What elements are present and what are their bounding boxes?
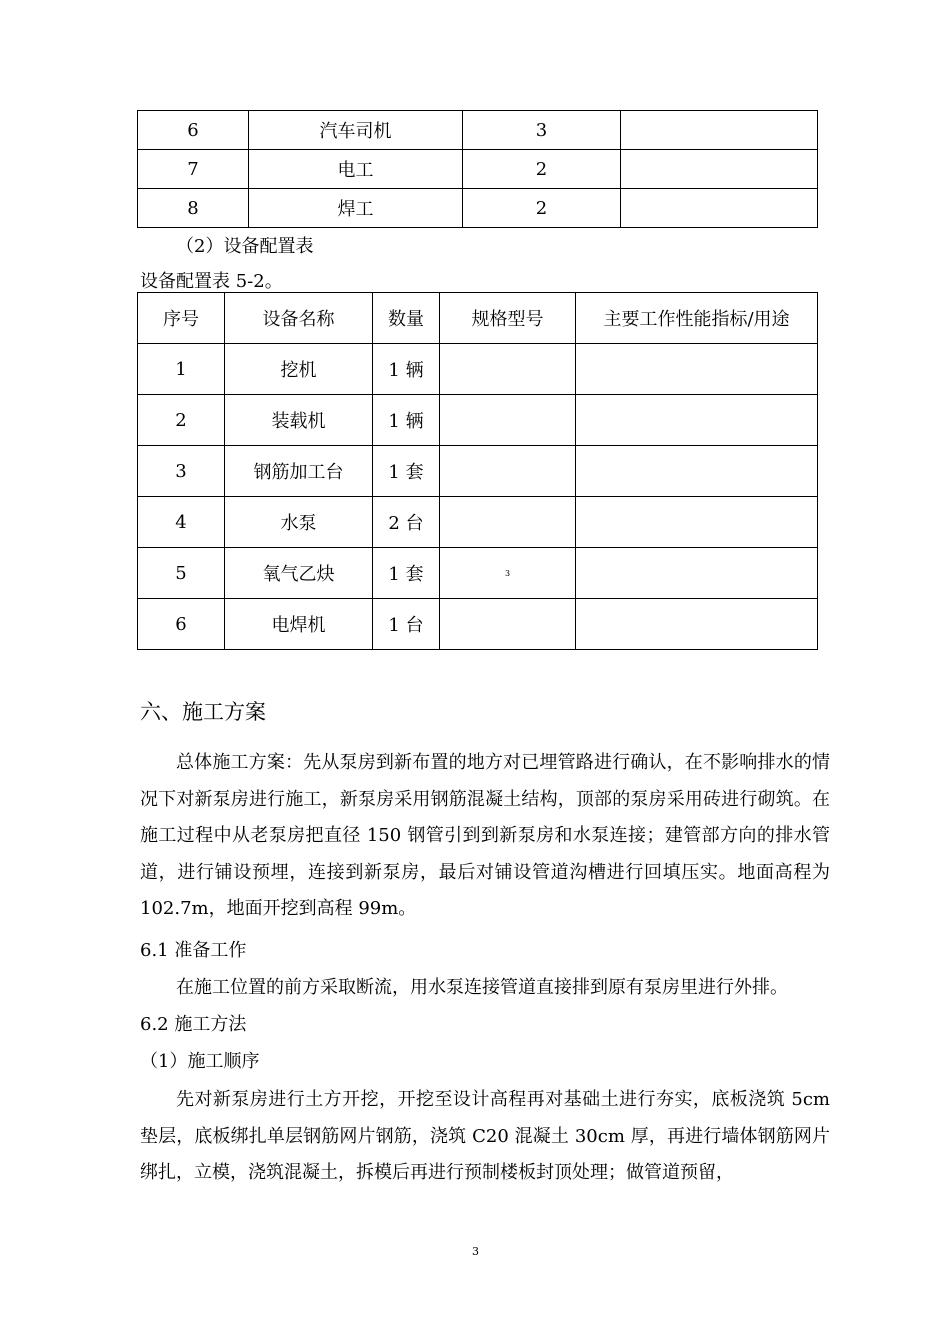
table-cell (621, 189, 818, 228)
equipment-table (137, 292, 818, 650)
table-cell: 6 (138, 599, 225, 650)
col-header: 序号 (138, 293, 225, 344)
table-cell: 1 套 (373, 446, 440, 497)
table-cell: 电焊机 (225, 599, 373, 650)
table-cell: 1 台 (373, 599, 440, 650)
table-row (138, 344, 818, 395)
section-title: 六、施工方案 (140, 700, 266, 724)
col-header: 设备名称 (225, 293, 373, 344)
table-cell: 3 (440, 548, 576, 599)
paragraph: 先对新泵房进行土方开挖，开挖至设计高程再对基础土进行夯实，底板浇筑 5cm 垫层，底板绑扎单层钢筋网片钢筋，浇筑 C20 混凝土 30cm 厚，再进行墙体钢筋网片绑扎，立模，浇筑混凝土，拆模后再进行预制楼板封顶处理；做管道预留， (140, 1089, 830, 1183)
page-number: 3 (472, 1245, 479, 1258)
table-cell: 氧气乙炔 (225, 548, 373, 599)
table-cell (440, 344, 576, 395)
table-row (138, 111, 818, 150)
table-cell: 2 台 (373, 497, 440, 548)
table-header-row (138, 293, 818, 344)
equipment-caption: 设备配置表 5-2。 (140, 271, 283, 292)
table-cell: 挖机 (225, 344, 373, 395)
table-row (138, 497, 818, 548)
col-header: 规格型号 (440, 293, 576, 344)
table-cell: 3 (463, 111, 621, 150)
table-cell (576, 446, 818, 497)
table-cell: 焊工 (249, 189, 463, 228)
subsection-title: 6.2 施工方法 (140, 1014, 247, 1035)
table-cell (576, 395, 818, 446)
subsection-title: 6.1 准备工作 (140, 940, 247, 961)
col-header: 主要工作性能指标/用途 (576, 293, 818, 344)
table-cell (440, 395, 576, 446)
table-cell: 5 (138, 548, 225, 599)
table-row (138, 150, 818, 189)
paragraph: 在施工位置的前方采取断流，用水泵连接管道直接排到原有泵房里进行外排。 (176, 977, 788, 998)
table-row (138, 395, 818, 446)
table-row (138, 548, 818, 599)
table-cell: 2 (463, 150, 621, 189)
equipment-heading: （2）设备配置表 (176, 236, 314, 257)
table-cell (576, 497, 818, 548)
table-cell: 水泵 (225, 497, 373, 548)
col-header: 数量 (373, 293, 440, 344)
table-cell (621, 111, 818, 150)
table-cell (576, 599, 818, 650)
table-cell (621, 150, 818, 189)
table-cell: 钢筋加工台 (225, 446, 373, 497)
table-cell: 装载机 (225, 395, 373, 446)
overview-paragraph: 总体施工方案：先从泵房到新布置的地方对已埋管路进行确认，在不影响排水的情况下对新泵房进行施工，新泵房采用钢筋混凝土结构，顶部的泵房采用砖进行砌筑。在施工过程中从老泵房把直径 150 钢管引到到新泵房和水泵连接；建管部方向的排水管道，进行铺设预埋，连接到新泵房，最后对铺设管道沟槽进行回填压实。地面高程为 102.7m，地面开挖到高程 99m。 (140, 752, 830, 919)
table-cell: 2 (138, 395, 225, 446)
table-cell: 1 辆 (373, 395, 440, 446)
table-cell: 1 (138, 344, 225, 395)
table-cell (440, 446, 576, 497)
table-cell (440, 497, 576, 548)
table-cell: 4 (138, 497, 225, 548)
staff-table (137, 110, 818, 228)
table-cell: 6 (138, 111, 249, 150)
table-cell: 2 (463, 189, 621, 228)
table-cell (576, 344, 818, 395)
table-cell: 1 辆 (373, 344, 440, 395)
table-row (138, 599, 818, 650)
table-row (138, 189, 818, 228)
sub-heading: （1）施工顺序 (140, 1051, 260, 1072)
table-cell: 8 (138, 189, 249, 228)
table-cell: 汽车司机 (249, 111, 463, 150)
table-cell (576, 548, 818, 599)
table-cell: 3 (138, 446, 225, 497)
table-cell: 1 套 (373, 548, 440, 599)
table-cell: 7 (138, 150, 249, 189)
table-row (138, 446, 818, 497)
table-cell: 电工 (249, 150, 463, 189)
table-cell (440, 599, 576, 650)
